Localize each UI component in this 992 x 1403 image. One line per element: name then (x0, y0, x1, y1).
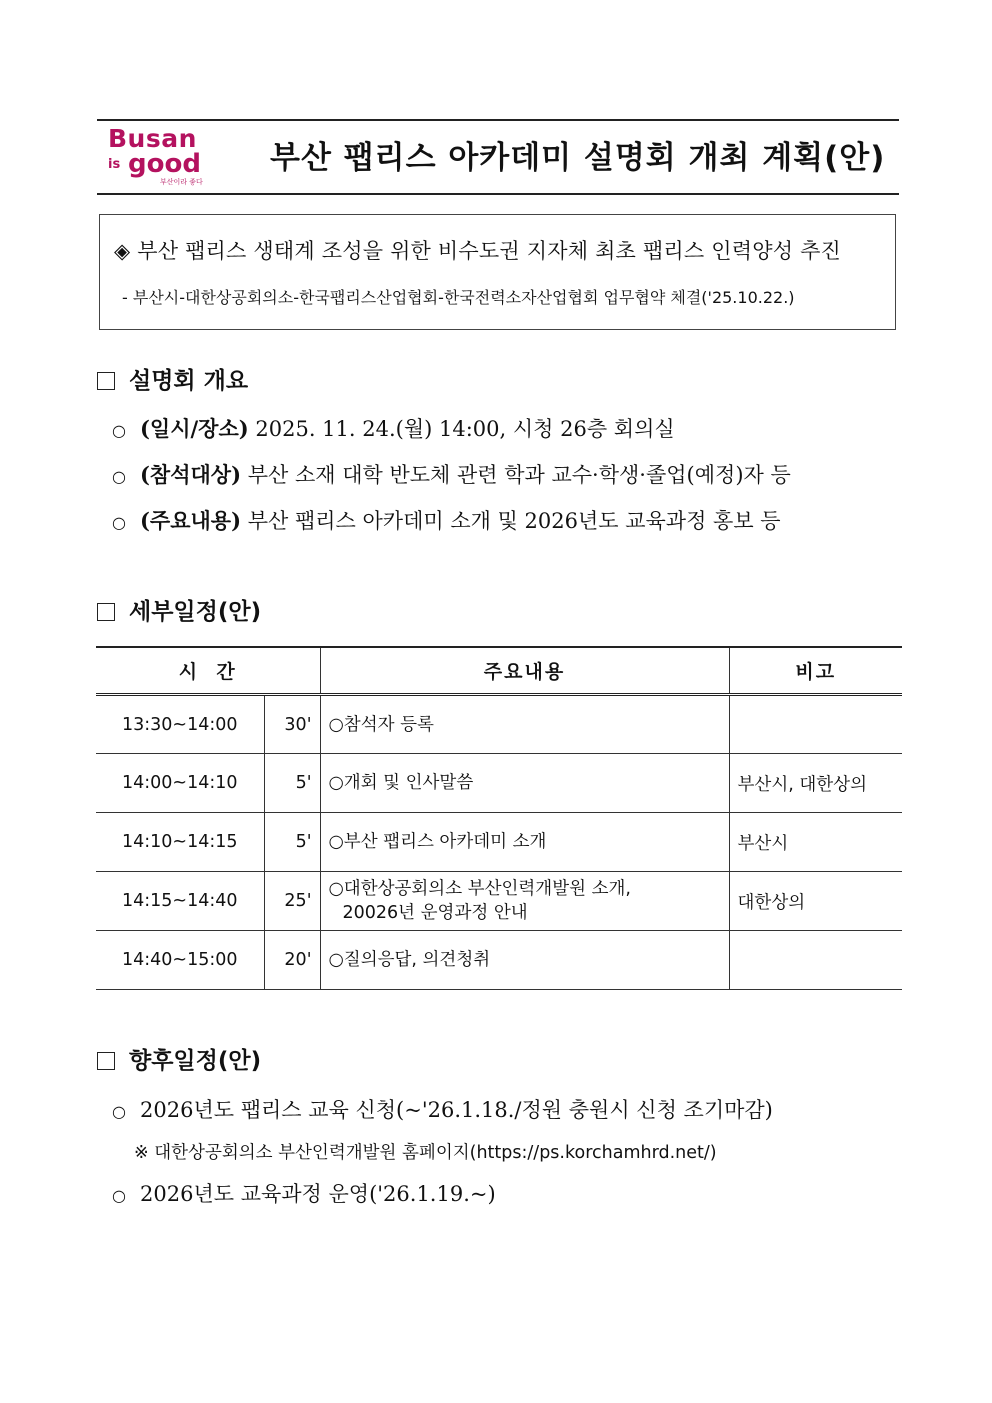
future-item (112, 1178, 496, 1208)
cell-content (320, 754, 729, 813)
bullet-circle-icon: ○ (112, 1102, 126, 1121)
cell-duration: 5' (264, 813, 320, 872)
logo-line2b: good (128, 149, 201, 179)
logo-tagline: 부산이라 좋다 (160, 178, 203, 186)
table-header-row (96, 647, 902, 695)
logo-line2a: is (108, 157, 121, 172)
cell-note (729, 695, 902, 754)
section-future-title: 향후일정(안) (129, 1048, 262, 1074)
overview-item-text: 부산 소재 대학 반도체 관련 학과 교수·학생·졸업(예정)자 등 (247, 463, 791, 487)
cell-content (320, 695, 729, 754)
cell-note: 부산시 (729, 813, 902, 872)
cell-time: 14:00~14:10 (96, 754, 264, 813)
table-row (96, 872, 902, 931)
content-line: 20026년 운영과정 안내 (342, 903, 528, 923)
section-future (97, 1042, 261, 1075)
overview-item-label: (일시/장소) (140, 416, 249, 441)
col-header-note: 비고 (729, 647, 902, 695)
summary-sub: - 부산시-대한상공회의소-한국팹리스산업협회-한국전력소자산업협회 업무협약 체결('25.10.22.) (122, 288, 795, 307)
cell-note: 부산시, 대한상의 (729, 754, 902, 813)
overview-item (112, 459, 791, 489)
checkbox-square-icon (97, 1052, 115, 1070)
summary-box (99, 214, 896, 330)
bullet-circle-icon: ○ (112, 467, 126, 486)
section-schedule-title: 세부일정(안) (129, 599, 262, 625)
cell-content (320, 931, 729, 990)
cell-time: 13:30~14:00 (96, 695, 264, 754)
busan-is-good-logo (108, 126, 218, 188)
cell-duration: 30' (264, 695, 320, 754)
cell-duration: 5' (264, 754, 320, 813)
table-row (96, 931, 902, 990)
section-overview-title: 설명회 개요 (129, 368, 249, 394)
schedule-table (96, 646, 902, 990)
logo-line1: Busan (108, 124, 197, 153)
content-line: ○대한상공회의소 부산인력개발원 소개, (328, 879, 631, 899)
section-overview (97, 362, 248, 395)
cell-time: 14:15~14:40 (96, 872, 264, 931)
cell-content (320, 813, 729, 872)
cell-content (320, 872, 729, 931)
col-header-time: 시 간 (96, 647, 320, 695)
overview-item-label: (주요내용) (140, 508, 242, 533)
cell-duration: 20' (264, 931, 320, 990)
title-bottom-rule (97, 193, 899, 195)
overview-item (112, 413, 675, 443)
content-line: ○참석자 등록 (328, 714, 434, 735)
overview-item-label: (참석대상) (140, 462, 242, 487)
table-row (96, 695, 902, 754)
future-item-text: 2026년도 팹리스 교육 신청(~'26.1.18./정원 충원시 신청 조기마감) (140, 1098, 773, 1122)
checkbox-square-icon (97, 372, 115, 390)
cell-note: 대한상의 (729, 872, 902, 931)
bullet-circle-icon: ○ (112, 513, 126, 532)
future-item-text: 2026년도 교육과정 운영('26.1.19.~) (140, 1182, 496, 1206)
summary-main: ◈ 부산 팹리스 생태계 조성을 위한 비수도권 지자체 최초 팹리스 인력양성 추진 (114, 239, 842, 263)
table-row (96, 813, 902, 872)
bullet-circle-icon: ○ (112, 1186, 126, 1205)
cell-time: 14:40~15:00 (96, 931, 264, 990)
cell-duration: 25' (264, 872, 320, 931)
content-line: ○질의응답, 의견청취 (328, 950, 491, 970)
cell-time: 14:10~14:15 (96, 813, 264, 872)
table-row (96, 754, 902, 813)
col-header-content: 주요내용 (320, 647, 729, 695)
overview-item-text: 2025. 11. 24.(월) 14:00, 시청 26층 회의실 (255, 417, 675, 441)
title-top-rule (97, 119, 899, 121)
section-schedule (97, 593, 261, 626)
overview-item (112, 505, 781, 535)
content-line: ○개회 및 인사말씀 (328, 773, 474, 793)
bullet-circle-icon: ○ (112, 421, 126, 440)
document-title: 부산 팹리스 아카데미 설명회 개최 계획(안) (270, 140, 886, 176)
checkbox-square-icon (97, 603, 115, 621)
content-line: ○부산 팹리스 아카데미 소개 (328, 832, 547, 852)
future-note: ※ 대한상공회의소 부산인력개발원 홈페이지(https://ps.korchamhrd.net/) (134, 1143, 717, 1163)
cell-note (729, 931, 902, 990)
overview-item-text: 부산 팹리스 아카데미 소개 및 2026년도 교육과정 홍보 등 (247, 509, 781, 533)
future-item (112, 1094, 773, 1124)
